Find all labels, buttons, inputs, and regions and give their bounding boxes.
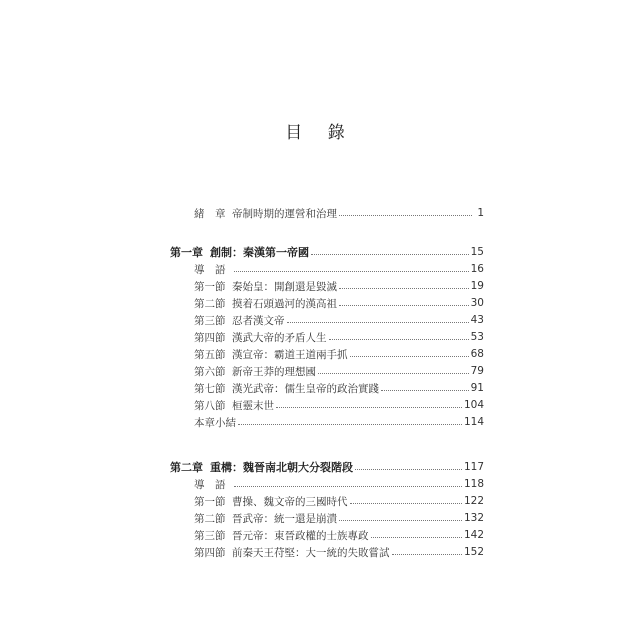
- entry-label: 第八節: [194, 399, 226, 412]
- leader-dots: [350, 502, 462, 504]
- entry-title: 摸着石頭過河的漢高祖: [232, 297, 337, 310]
- toc-entry-chapter-2: [170, 458, 484, 476]
- toc-entry: [170, 379, 484, 397]
- toc-entry: [170, 475, 484, 493]
- entry-page-number: 68: [470, 348, 484, 360]
- toc-entry: [170, 509, 484, 527]
- leader-dots: [329, 338, 469, 340]
- leader-dots: [339, 304, 469, 306]
- entry-title: 重構：魏晉南北朝大分裂階段: [210, 461, 353, 474]
- toc-entry: [170, 311, 484, 329]
- entry-label: 第四節: [194, 546, 226, 559]
- toc-entry: [170, 345, 484, 363]
- toc-entry-chapter-1: [170, 243, 484, 261]
- leader-dots: [339, 519, 462, 521]
- leader-dots: [311, 253, 469, 255]
- toc-entry: [170, 492, 484, 510]
- toc-entry: [170, 277, 484, 295]
- entry-label: 第二節: [194, 512, 226, 525]
- entry-page-number: 1: [477, 207, 484, 219]
- toc-entry: [170, 328, 484, 346]
- leader-dots: [339, 287, 469, 289]
- leader-dots: [234, 270, 469, 272]
- entry-title: 桓靈末世: [232, 399, 274, 412]
- entry-page-number: 122: [463, 495, 484, 507]
- entry-label: 第一章: [170, 246, 203, 259]
- entry-title: 漢光武帝：儒生皇帝的政治實踐: [232, 382, 379, 395]
- toc-entry: [170, 294, 484, 312]
- entry-title: 曹操、魏文帝的三國時代: [232, 495, 348, 508]
- entry-title: 新帝王莽的理想國: [232, 365, 316, 378]
- leader-dots: [350, 355, 469, 357]
- page-title: 目 錄: [285, 123, 355, 143]
- entry-title: 秦始皇：開創還是毀滅: [232, 280, 337, 293]
- entry-label: 第二節: [194, 297, 226, 310]
- leader-dots: [318, 372, 469, 374]
- leader-dots: [234, 485, 462, 487]
- entry-page-number: 19: [470, 280, 484, 292]
- entry-page-number: 30: [470, 297, 484, 309]
- toc-entry: [170, 543, 484, 561]
- entry-page-number: 142: [463, 529, 484, 541]
- entry-page-number: 15: [470, 246, 484, 258]
- entry-page-number: 117: [463, 461, 484, 473]
- entry-page-number: 79: [470, 365, 484, 377]
- entry-label: 第一節: [194, 495, 226, 508]
- entry-title: 漢宣帝：霸道王道兩手抓: [232, 348, 348, 361]
- entry-page-number: 43: [470, 314, 484, 326]
- leader-dots: [381, 389, 469, 391]
- entry-page-number: 16: [470, 263, 484, 275]
- toc-entry: [170, 526, 484, 544]
- entry-label: 緒 章: [194, 207, 226, 220]
- entry-page-number: 132: [463, 512, 484, 524]
- leader-dots: [238, 423, 462, 425]
- entry-page-number: 152: [463, 546, 484, 558]
- toc-entry: [170, 362, 484, 380]
- entry-title: 帝制時期的運營和治理: [232, 207, 337, 220]
- entry-label: 第七節: [194, 382, 226, 395]
- entry-page-number: 104: [463, 399, 484, 411]
- entry-title: 創制：秦漢第一帝國: [210, 246, 309, 259]
- entry-title: 漢武大帝的矛盾人生: [232, 331, 327, 344]
- toc-entry: [170, 396, 484, 414]
- entry-label: 第五節: [194, 348, 226, 361]
- leader-dots: [392, 553, 462, 555]
- entry-label: 導 語: [194, 263, 226, 276]
- leader-dots: [371, 536, 462, 538]
- entry-page-number: 91: [470, 382, 484, 394]
- entry-label: 本章小結: [194, 416, 236, 429]
- entry-label: 導 語: [194, 478, 226, 491]
- entry-label: 第六節: [194, 365, 226, 378]
- entry-page-number: 114: [463, 416, 484, 428]
- toc-entry-intro: [170, 204, 484, 222]
- entry-label: 第三節: [194, 529, 226, 542]
- leader-dots: [276, 406, 462, 408]
- leader-dots: [287, 321, 469, 323]
- entry-title: 晉元帝：東晉政權的士族專政: [232, 529, 369, 542]
- entry-title: 忍者漢文帝: [232, 314, 285, 327]
- toc-entry: [170, 260, 484, 278]
- entry-label: 第三節: [194, 314, 226, 327]
- entry-title: 前秦天王苻堅：大一統的失敗嘗試: [232, 546, 390, 559]
- entry-label: 第四節: [194, 331, 226, 344]
- entry-page-number: 53: [470, 331, 484, 343]
- entry-page-number: 118: [463, 478, 484, 490]
- entry-label: 第一節: [194, 280, 226, 293]
- entry-title: 晉武帝：統一還是崩潰: [232, 512, 337, 525]
- entry-label: 第二章: [170, 461, 203, 474]
- toc-entry: [170, 413, 484, 431]
- leader-dots: [355, 468, 462, 470]
- leader-dots: [339, 214, 472, 216]
